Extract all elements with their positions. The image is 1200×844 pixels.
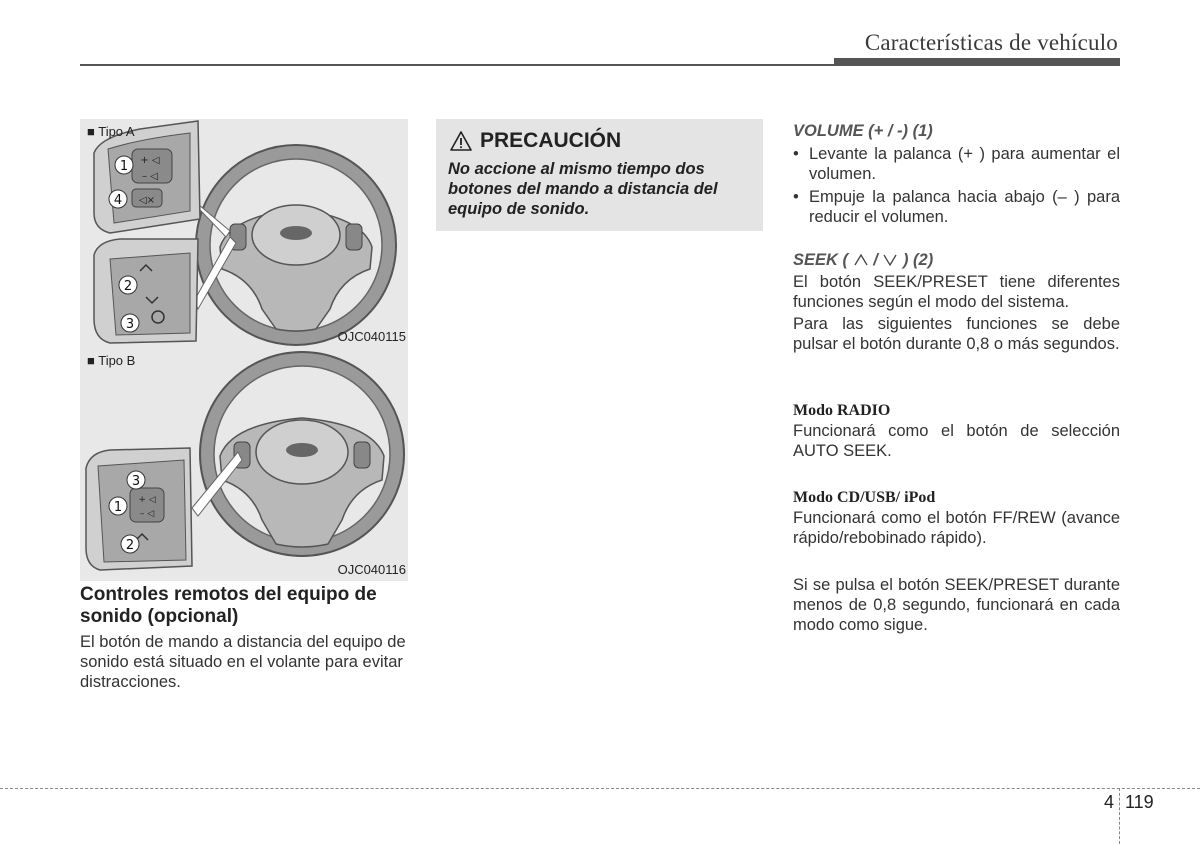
volume-bullet-down-text: Empuje la palanca hacia abajo (– ) para reducir el volumen. — [809, 188, 1120, 226]
steering-wheel-illustration-b — [80, 348, 408, 581]
chevron-down-icon — [882, 253, 898, 267]
seek-heading-prefix: SEEK ( — [793, 251, 849, 269]
svg-text:+ ◁: + ◁ — [138, 495, 156, 505]
section-body: El botón de mando a distancia del equipo de sonido está situado en el volante para evitar distracciones. — [80, 633, 406, 691]
volume-bullet-up-text: Levante la palanca (+ ) para aumentar el volumen. — [809, 145, 1120, 183]
svg-text:– ◁: – ◁ — [139, 509, 155, 519]
volume-bullet-up: • Levante la palanca (+ ) para aumentar el volumen. — [793, 145, 1120, 183]
chevron-up-icon — [853, 253, 869, 267]
page-number: 119 — [1125, 792, 1154, 812]
mode-radio-section — [793, 401, 1120, 461]
volume-section — [793, 121, 1120, 227]
seek-section — [793, 250, 1120, 354]
caution-box — [436, 119, 763, 231]
warning-triangle-icon — [450, 131, 472, 151]
seek-heading-suffix: ) (2) — [898, 251, 934, 269]
seek-short-text: Si se pulsa el botón SEEK/PRESET durante menos de 0,8 segundo, funcionará en cada modo como sigue. — [793, 576, 1120, 634]
section-title: Controles remotos del equipo de sonido (opcional) — [80, 584, 377, 627]
caution-text: No accione al mismo tiempo dos botones del mando a distancia del equipo de sonido. — [448, 160, 718, 218]
mode-radio-heading: Modo RADIO — [793, 402, 891, 419]
seek-paragraph-2: Para las siguientes funciones se debe pulsar el botón durante 0,8 o más segundos. — [793, 315, 1120, 353]
figure-tipo-b — [80, 348, 408, 581]
callout-2: 2 — [125, 538, 135, 553]
mode-cd-heading: Modo CD/USB/ iPod — [793, 489, 936, 506]
svg-text:– ◁: – ◁ — [142, 171, 158, 182]
seek-short-section — [793, 575, 1120, 635]
header-rule-accent — [834, 58, 1120, 66]
header-rule — [80, 64, 840, 66]
callout-3: 3 — [131, 474, 141, 489]
svg-text:◁×: ◁× — [138, 195, 156, 206]
figure-b-label: ■ Tipo B — [87, 353, 136, 368]
footer-rule — [0, 788, 1200, 789]
figure-a-label: ■ Tipo A — [87, 124, 135, 139]
volume-heading: VOLUME (+ / -) (1) — [793, 122, 933, 140]
page-header-title: Características de vehículo — [864, 30, 1118, 55]
steering-wheel-illustration-a — [80, 119, 408, 348]
callout-3: 3 — [125, 317, 135, 332]
caution-title: PRECAUCIÓN — [480, 129, 622, 152]
svg-text:+ ◁: + ◁ — [140, 155, 160, 166]
callout-1: 1 — [119, 159, 129, 174]
mode-radio-text: Funcionará como el botón de selección AUTO SEEK. — [793, 422, 1120, 460]
footer-divider — [1119, 788, 1120, 844]
callout-1: 1 — [113, 500, 123, 515]
mode-cd-text: Funcionará como el botón FF/REW (avance rápido/rebobinado rápido). — [793, 509, 1120, 547]
volume-bullet-down: • Empuje la palanca hacia abajo (– ) para reducir el volumen. — [793, 188, 1120, 226]
chapter-number: 4 — [1104, 792, 1115, 812]
mode-cd-section — [793, 488, 1120, 548]
figure-a-code: OJC040115 — [337, 329, 406, 344]
figure-tipo-a — [80, 119, 408, 348]
figure-b-code: OJC040116 — [337, 562, 406, 577]
callout-2: 2 — [123, 279, 133, 294]
seek-paragraph-1: El botón SEEK/PRESET tiene diferentes funciones según el modo del sistema. — [793, 273, 1120, 311]
seek-heading-sep: / — [868, 251, 878, 269]
callout-4: 4 — [113, 193, 123, 208]
seek-heading — [793, 250, 1120, 270]
